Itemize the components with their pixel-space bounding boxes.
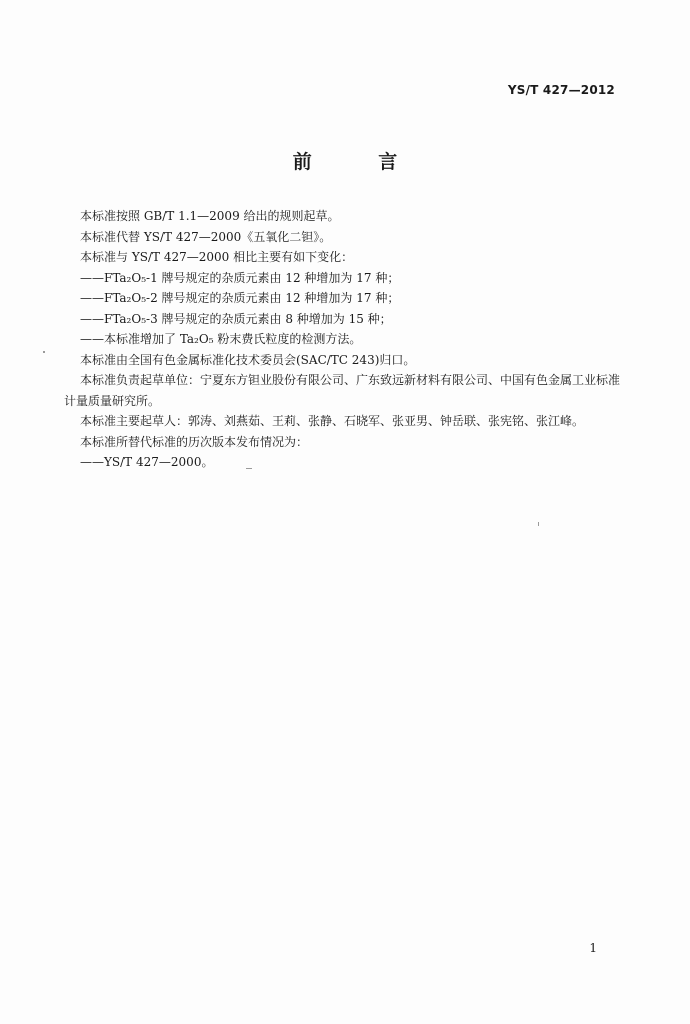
- paragraph-replaces: 本标准代替 YS/T 427—2000《五氧化二钽》。: [80, 229, 332, 244]
- scan-speck: [43, 351, 45, 353]
- standard-code-header: YS/T 427—2012: [507, 83, 615, 97]
- paragraph-changes-intro: 本标准与 YS/T 427—2000 相比主要有如下变化：: [80, 250, 354, 264]
- scan-speck: [246, 468, 252, 469]
- paragraph-drafting-rules: 本标准按照 GB/T 1.1—2009 给出的规则起草。: [80, 209, 340, 223]
- paragraph-drafters: 本标准主要起草人：郭涛、刘燕茹、王莉、张静、石晓军、张亚男、钟岳联、张宪铭、张江峰。: [80, 414, 585, 428]
- paragraph-drafting-units: 本标准负责起草单位：宁夏东方钽业股份有限公司、广东致远新材料有限公司、中国有色金属工业标准计量质量研究所。: [64, 373, 621, 408]
- foreword-body: [64, 206, 620, 473]
- scan-speck: [538, 522, 539, 526]
- change-item: ——FTa₂O₅-2 牌号规定的杂质元素由 12 种增加为 17 种；: [80, 291, 400, 305]
- foreword-title: 前 言: [292, 151, 428, 173]
- change-item: ——本标准增加了 Ta₂O₅ 粉末费氏粒度的检测方法。: [80, 332, 362, 346]
- change-item: ——FTa₂O₅-3 牌号规定的杂质元素由 8 种增加为 15 种；: [80, 311, 392, 326]
- paragraph-committee: 本标准由全国有色金属标准化技术委员会(SAC/TC 243)归口。: [80, 352, 416, 367]
- paragraph-history-intro: 本标准所替代标准的历次版本发布情况为：: [80, 434, 309, 449]
- change-item: ——FTa₂O₅-1 牌号规定的杂质元素由 12 种增加为 17 种；: [80, 270, 400, 285]
- history-item: ——YS/T 427—2000。: [80, 455, 214, 469]
- page-number: 1: [589, 941, 597, 955]
